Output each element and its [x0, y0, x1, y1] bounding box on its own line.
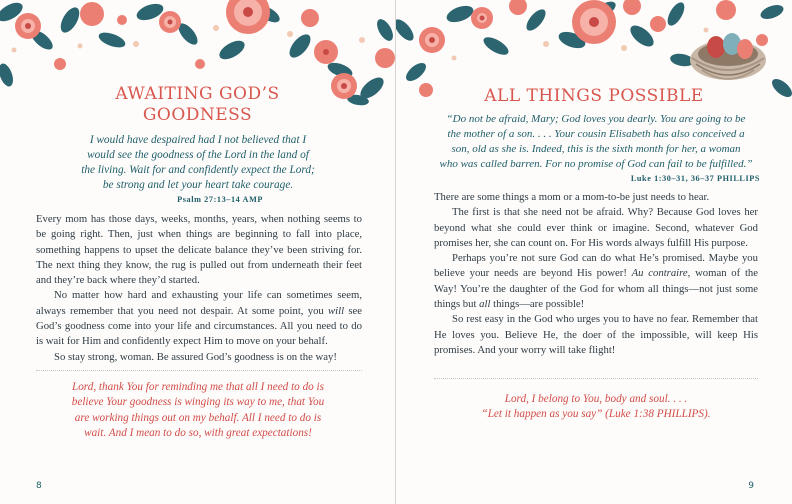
emphasis: Au contraire	[631, 267, 688, 280]
prayer-line: wait. And I mean to do so, with great expectations!	[84, 426, 312, 439]
body-paragraph: So rest easy in the God who urges you to have no fear. Remember that He loves you. Believe He, the doer of the impossible, will keep His promises. And your worry will take flight!	[434, 313, 758, 356]
text-run: things—are possible!	[490, 298, 585, 311]
verse-line: I would have despaired had I not believed that I	[89, 134, 307, 146]
prayer-line: believe Your goodness is winging its way to me, that You	[71, 396, 325, 409]
right-page	[396, 0, 792, 504]
verse-line: the living. Wait for and confidently expect the Lord;	[81, 164, 315, 176]
devotion-title: ALL THINGS POSSIBLE	[484, 86, 704, 106]
scripture-verse	[426, 112, 766, 172]
body-paragraph: So stay strong, woman. Be assured God’s goodness is on the way!	[54, 350, 337, 363]
emphasis: will	[328, 304, 345, 317]
verse-line: be strong and let your heart take courage.	[102, 179, 294, 191]
dotted-divider	[434, 378, 758, 379]
prayer-line: are working things out on my behalf. All I need to do is	[74, 411, 322, 424]
prayer-text	[40, 380, 356, 441]
devotion-body	[36, 212, 362, 365]
devotion-title	[0, 84, 395, 126]
emphasis: all	[479, 298, 491, 311]
prayer-text	[436, 392, 756, 423]
prayer-line: “Let it happen as you say” (Luke 1:38 PHILLIPS).	[481, 408, 711, 421]
prayer-line: Lord, I belong to You, body and soul. . . .	[504, 393, 688, 405]
prayer-line: Lord, thank You for reminding me that all I need to do is	[71, 381, 325, 393]
dotted-divider	[36, 370, 362, 371]
devotion-body	[434, 190, 758, 358]
body-paragraph: The first is that she need not be afraid. Why? Because God loves her beyond what she could ever think or imagine. Second, whatever God promises her, she can count on. For His words always fulfill His purpose.	[434, 206, 758, 249]
title-line-1: AWAITING GOD’S	[115, 84, 280, 104]
scripture-reference: Luke 1:30–31, 36–37 PHILLIPS	[630, 174, 760, 183]
verse-line: “Do not be afraid, Mary; God loves you dearly. You are going to be	[446, 113, 746, 125]
scripture-verse	[40, 133, 356, 193]
text-run: see God’s goodness come into your life and circumstances. All you need to do is wait for Him and confidently expect Him to move on your behalf.	[36, 304, 362, 348]
nest-icon	[690, 33, 766, 80]
body-paragraph: Every mom has those days, weeks, months, years, when nothing seems to be going right. Then, just when things are beginning to fall into place, something happens to upset the delicate balance they’ve been striving for. The next thing they know, the rug is pulled out from underneath their feet and they’re back where they’d started.	[36, 213, 362, 287]
verse-line: son, old as she is. Indeed, this is the sixth month for her, a woman	[451, 143, 741, 155]
verse-line: would see the goodness of the Lord in the land of	[87, 149, 309, 161]
title-line-2: GOODNESS	[142, 105, 253, 125]
verse-line: the mother of a son. . . . Your cousin Elisabeth has also conceived a	[447, 128, 745, 140]
body-paragraph	[434, 251, 758, 312]
text-run: , woman of the Way! You’re the daughter of the God for whom all things—not just some things but	[434, 267, 758, 311]
verse-line: who was called barren. For no promise of God can fail to be fulfilled.”	[439, 158, 753, 170]
text-run: No matter how hard and exhausting your life can sometimes seem, always remember that you need not despair. At some point, you	[36, 289, 362, 317]
page-number: 9	[748, 481, 754, 491]
body-paragraph	[36, 288, 362, 349]
body-paragraph: There are some things a mom or a mom-to-be just needs to hear.	[434, 191, 710, 203]
text-run: Perhaps you’re not sure God can do what He’s promised. Maybe you believe your needs are beyond His power!	[434, 252, 758, 280]
page-number: 8	[36, 481, 42, 491]
scripture-reference: Psalm 27:13–14 AMP	[177, 195, 263, 204]
